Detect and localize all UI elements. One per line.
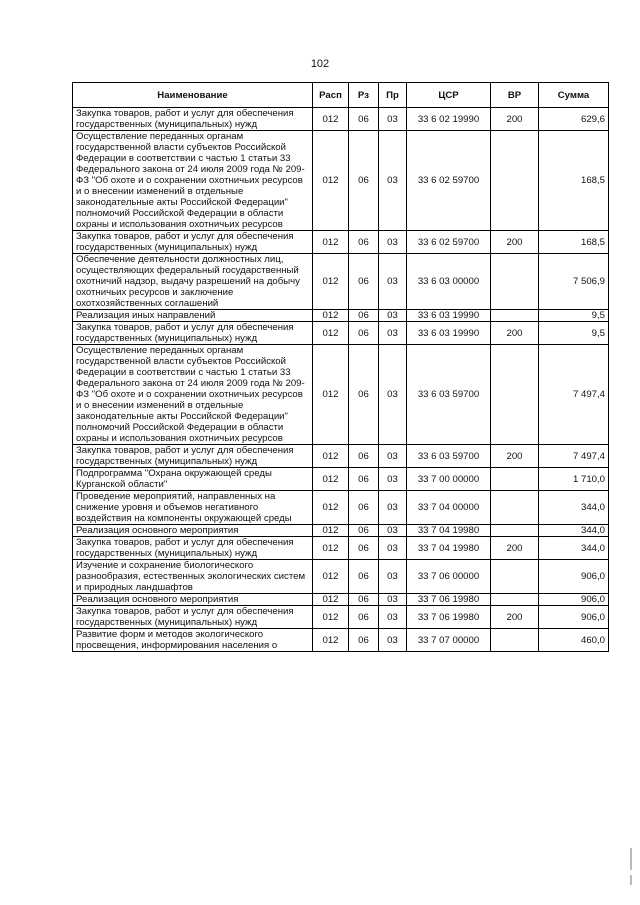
cell-csr: 33 7 06 19980 <box>407 606 491 629</box>
cell-pr: 03 <box>379 629 407 652</box>
cell-rasp: 012 <box>313 231 349 254</box>
cell-pr: 03 <box>379 468 407 491</box>
cell-csr: 33 7 07 00000 <box>407 629 491 652</box>
cell-sum: 1 710,0 <box>539 468 609 491</box>
cell-rz: 06 <box>349 445 379 468</box>
table-row <box>73 537 609 560</box>
cell-csr: 33 6 03 00000 <box>407 254 491 310</box>
cell-vr: 200 <box>491 322 539 345</box>
cell-rz: 06 <box>349 345 379 445</box>
cell-rz: 06 <box>349 310 379 322</box>
cell-rz: 06 <box>349 629 379 652</box>
cell-csr: 33 6 03 59700 <box>407 345 491 445</box>
cell-name: Обеспечение деятельности должностных лиц, осуществляющих федеральный государственный охотничий надзор, выдачу разрешений на добычу охотничьих ресурсов и заключение охотхозяйственных соглашений <box>73 254 313 310</box>
cell-name: Закупка товаров, работ и услуг для обеспечения государственных (муниципальных) нужд <box>73 445 313 468</box>
cell-rasp: 012 <box>313 537 349 560</box>
cell-csr: 33 6 03 19990 <box>407 322 491 345</box>
cell-csr: 33 6 03 59700 <box>407 445 491 468</box>
cell-rasp: 012 <box>313 322 349 345</box>
cell-pr: 03 <box>379 345 407 445</box>
cell-rz: 06 <box>349 560 379 594</box>
cell-name: Развитие форм и методов экологического просвещения, информирования населения о <box>73 629 313 652</box>
cell-csr: 33 6 02 19990 <box>407 108 491 131</box>
page-number: 102 <box>310 58 330 70</box>
cell-rz: 06 <box>349 491 379 525</box>
cell-name: Проведение мероприятий, направленных на снижение уровня и объемов негативного воздействия на компоненты окружающей среды <box>73 491 313 525</box>
cell-vr <box>491 525 539 537</box>
table-row <box>73 491 609 525</box>
cell-name: Закупка товаров, работ и услуг для обеспечения государственных (муниципальных) нужд <box>73 231 313 254</box>
cell-sum: 629,6 <box>539 108 609 131</box>
cell-rasp: 012 <box>313 629 349 652</box>
header-rasp: Расп <box>313 83 349 108</box>
cell-rasp: 012 <box>313 491 349 525</box>
cell-vr <box>491 560 539 594</box>
cell-csr: 33 7 04 00000 <box>407 491 491 525</box>
cell-rasp: 012 <box>313 594 349 606</box>
cell-vr <box>491 131 539 231</box>
table-row <box>73 525 609 537</box>
cell-pr: 03 <box>379 594 407 606</box>
cell-vr <box>491 345 539 445</box>
cell-sum: 344,0 <box>539 525 609 537</box>
cell-sum: 344,0 <box>539 537 609 560</box>
cell-name: Реализация иных направлений <box>73 310 313 322</box>
cell-rz: 06 <box>349 525 379 537</box>
cell-rasp: 012 <box>313 108 349 131</box>
cell-rasp: 012 <box>313 445 349 468</box>
cell-rz: 06 <box>349 537 379 560</box>
table-row <box>73 594 609 606</box>
cell-vr: 200 <box>491 537 539 560</box>
cell-name: Закупка товаров, работ и услуг для обеспечения государственных (муниципальных) нужд <box>73 322 313 345</box>
cell-pr: 03 <box>379 537 407 560</box>
cell-pr: 03 <box>379 491 407 525</box>
cell-pr: 03 <box>379 254 407 310</box>
cell-rasp: 012 <box>313 560 349 594</box>
cell-name: Подпрограмма "Охрана окружающей среды Курганской области" <box>73 468 313 491</box>
table-row <box>73 345 609 445</box>
header-pr: Пр <box>379 83 407 108</box>
cell-csr: 33 6 03 19990 <box>407 310 491 322</box>
cell-csr: 33 6 02 59700 <box>407 231 491 254</box>
cell-vr: 200 <box>491 606 539 629</box>
cell-csr: 33 7 06 00000 <box>407 560 491 594</box>
cell-sum: 168,5 <box>539 231 609 254</box>
cell-name: Реализация основного мероприятия <box>73 525 313 537</box>
scan-edge-mark <box>630 848 632 870</box>
cell-name: Реализация основного мероприятия <box>73 594 313 606</box>
cell-pr: 03 <box>379 445 407 468</box>
cell-name: Закупка товаров, работ и услуг для обеспечения государственных (муниципальных) нужд <box>73 108 313 131</box>
cell-rz: 06 <box>349 322 379 345</box>
cell-csr: 33 7 04 19980 <box>407 525 491 537</box>
table-row <box>73 606 609 629</box>
table-row <box>73 629 609 652</box>
cell-pr: 03 <box>379 322 407 345</box>
table-row <box>73 131 609 231</box>
cell-vr <box>491 491 539 525</box>
cell-csr: 33 6 02 59700 <box>407 131 491 231</box>
cell-sum: 7 497,4 <box>539 445 609 468</box>
cell-sum: 168,5 <box>539 131 609 231</box>
cell-rasp: 012 <box>313 606 349 629</box>
cell-vr <box>491 594 539 606</box>
cell-sum: 9,5 <box>539 322 609 345</box>
cell-vr: 200 <box>491 108 539 131</box>
table-row <box>73 231 609 254</box>
cell-rasp: 012 <box>313 525 349 537</box>
cell-rasp: 012 <box>313 254 349 310</box>
cell-vr <box>491 310 539 322</box>
header-name: Наименование <box>73 83 313 108</box>
table-row <box>73 254 609 310</box>
cell-pr: 03 <box>379 606 407 629</box>
header-rz: Рз <box>349 83 379 108</box>
cell-pr: 03 <box>379 525 407 537</box>
cell-rasp: 012 <box>313 468 349 491</box>
cell-sum: 906,0 <box>539 560 609 594</box>
table-header-row <box>73 83 609 108</box>
header-csr: ЦСР <box>407 83 491 108</box>
table-row <box>73 560 609 594</box>
cell-rasp: 012 <box>313 345 349 445</box>
budget-table <box>72 82 609 652</box>
table-row <box>73 445 609 468</box>
cell-rz: 06 <box>349 468 379 491</box>
table-row <box>73 310 609 322</box>
cell-rasp: 012 <box>313 310 349 322</box>
cell-name: Осуществление переданных органам государственной власти субъектов Российской Федерации в соответствии с частью 1 статьи 33 Федерального закона от 24 июля 2009 года № 209-ФЗ "Об охоте и о сохранении охотничьих ресурсов и о внесении изменений в отдельные законодательные акты Российской Федерации" полномочий Российской Федерации в области охраны и использования охотничьих ресурсов <box>73 345 313 445</box>
cell-vr <box>491 254 539 310</box>
cell-rz: 06 <box>349 131 379 231</box>
cell-sum: 7 497,4 <box>539 345 609 445</box>
cell-pr: 03 <box>379 231 407 254</box>
cell-sum: 9,5 <box>539 310 609 322</box>
cell-rz: 06 <box>349 606 379 629</box>
cell-sum: 7 506,9 <box>539 254 609 310</box>
cell-vr: 200 <box>491 445 539 468</box>
cell-rz: 06 <box>349 254 379 310</box>
table-row <box>73 468 609 491</box>
cell-name: Осуществление переданных органам государственной власти субъектов Российской Федерации в соответствии с частью 1 статьи 33 Федерального закона от 24 июля 2009 года № 209-ФЗ "Об охоте и о сохранении охотничьих ресурсов и о внесении изменений в отдельные законодательные акты Российской Федерации" полномочий Российской Федерации в области охраны и использования охотничьих ресурсов <box>73 131 313 231</box>
header-vr: ВР <box>491 83 539 108</box>
cell-csr: 33 7 06 19980 <box>407 594 491 606</box>
cell-csr: 33 7 04 19980 <box>407 537 491 560</box>
cell-rz: 06 <box>349 594 379 606</box>
cell-name: Изучение и сохранение биологического разнообразия, естественных экологических систем и природных ландшафтов <box>73 560 313 594</box>
cell-pr: 03 <box>379 310 407 322</box>
header-sum: Сумма <box>539 83 609 108</box>
table-row <box>73 108 609 131</box>
cell-vr: 200 <box>491 231 539 254</box>
cell-name: Закупка товаров, работ и услуг для обеспечения государственных (муниципальных) нужд <box>73 537 313 560</box>
cell-sum: 344,0 <box>539 491 609 525</box>
cell-sum: 906,0 <box>539 606 609 629</box>
scan-edge-mark <box>630 875 632 885</box>
cell-vr <box>491 468 539 491</box>
cell-rz: 06 <box>349 231 379 254</box>
cell-sum: 906,0 <box>539 594 609 606</box>
table-row <box>73 322 609 345</box>
cell-name: Закупка товаров, работ и услуг для обеспечения государственных (муниципальных) нужд <box>73 606 313 629</box>
cell-pr: 03 <box>379 131 407 231</box>
cell-rasp: 012 <box>313 131 349 231</box>
cell-csr: 33 7 00 00000 <box>407 468 491 491</box>
cell-rz: 06 <box>349 108 379 131</box>
cell-pr: 03 <box>379 108 407 131</box>
cell-sum: 460,0 <box>539 629 609 652</box>
cell-vr <box>491 629 539 652</box>
cell-pr: 03 <box>379 560 407 594</box>
